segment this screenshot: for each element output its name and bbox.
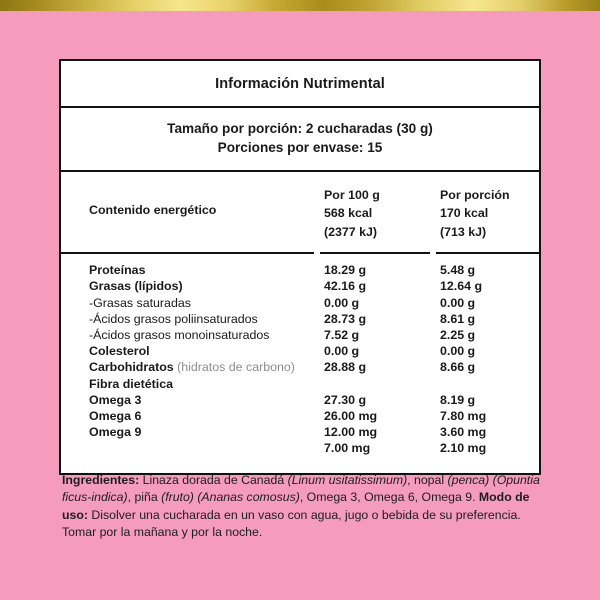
energy-label: Contenido energético <box>89 202 217 217</box>
nutrient-row-label: Colesterol <box>89 344 150 359</box>
ingredients-and-usage-text <box>62 472 540 542</box>
nutrient-row-label: Omega 3 <box>89 392 142 407</box>
nutrition-facts-panel <box>59 59 541 475</box>
page-title: Información Nutrimental <box>215 76 385 92</box>
serving-size-text: Tamaño por porción: 2 cucharadas (30 g) <box>167 121 433 136</box>
ingredient-scientific-name: (fruto) (Ananas comosus) <box>161 490 300 505</box>
nutrient-value-per-100g: 27.30 g <box>324 392 367 407</box>
ingredient-scientific-name: (penca) (Opuntia ficus-indica) <box>62 473 540 505</box>
nutrient-value-per-serving: 0.00 g <box>440 344 476 359</box>
nutrient-row-label: -Grasas saturadas <box>89 295 191 310</box>
energy-per-100g-column <box>320 186 436 243</box>
gold-gradient-bar <box>0 0 600 11</box>
nutrient-value-per-serving: 8.19 g <box>440 392 476 407</box>
nutrient-row-label: -Ácidos grasos monoinsaturados <box>89 327 270 342</box>
column-header-per-100g: Por 100 g <box>324 187 380 202</box>
nutrient-per-100g-column <box>320 262 436 456</box>
value-spacer <box>324 376 436 392</box>
column-header-per-serving: Por porción <box>440 187 510 202</box>
servings-per-container-text: Porciones por envase: 15 <box>217 140 383 156</box>
energy-kj-per-serving: (713 kJ) <box>440 225 487 240</box>
nutrient-value-per-100g: 0.00 g <box>324 295 360 310</box>
ingredient-scientific-name: (Linum usitatissimum) <box>287 473 408 487</box>
nutrient-row-label: Fibra dietética <box>89 376 174 391</box>
nutrient-value-per-serving: 7.80 mg <box>440 408 487 423</box>
nutrient-row-label: Omega 6 <box>89 408 142 423</box>
header-divider <box>61 252 539 254</box>
nutrient-value-per-100g: 7.00 mg <box>324 441 371 456</box>
nutrient-value-per-100g: 28.88 g <box>324 360 367 375</box>
nutrient-row-label: Carbohidratos (hidratos de carbono) <box>89 360 295 375</box>
nutrient-value-per-100g: 0.00 g <box>324 344 360 359</box>
nutrient-value-per-serving: 12.64 g <box>440 279 483 294</box>
ingredient-text: , Omega 3, Omega 6, Omega 9. <box>299 490 479 505</box>
energy-header-row <box>61 172 539 253</box>
nutrient-per-serving-column <box>436 262 539 456</box>
nutrient-value-per-100g: 28.73 g <box>324 311 367 326</box>
energy-kcal-per-serving: 170 kcal <box>440 206 489 221</box>
nutrient-row-label: -Ácidos grasos poliinsaturados <box>89 311 258 326</box>
nutrient-value-per-serving: 3.60 mg <box>440 425 487 440</box>
nutrient-row-label: Omega 9 <box>89 425 142 440</box>
nutrient-value-per-serving: 5.48 g <box>440 263 476 278</box>
nutrient-value-per-100g: 7.52 g <box>324 327 360 342</box>
usage-text: Disolver una cucharada en un vaso con agua, jugo o bebida de su preferencia. Tomar por la mañana y por la noche. <box>62 507 521 540</box>
panel-title-band <box>61 61 539 108</box>
nutrient-value-per-serving: 8.66 g <box>440 360 476 375</box>
nutrient-value-per-serving: 2.25 g <box>440 327 476 342</box>
nutrient-value-per-serving: 2.10 mg <box>440 441 487 456</box>
nutrient-row-label: Grasas (lípidos) <box>89 279 183 294</box>
value-spacer <box>440 376 539 392</box>
nutrients-table <box>61 254 539 472</box>
nutrient-value-per-100g: 12.00 mg <box>324 425 378 440</box>
energy-kcal-per-100g: 568 kcal <box>324 206 373 221</box>
nutrient-note: (hidratos de carbono) <box>173 360 295 375</box>
serving-info-band <box>61 108 539 172</box>
nutrient-value-per-100g: 42.16 g <box>324 279 367 294</box>
energy-per-serving-column <box>436 186 539 243</box>
nutrient-row-label: Proteínas <box>89 263 146 278</box>
nutrient-value-per-100g: 18.29 g <box>324 263 367 278</box>
nutrient-value-per-serving: 8.61 g <box>440 311 476 326</box>
ingredient-text: , nopal <box>407 473 448 487</box>
energy-kj-per-100g: (2377 kJ) <box>324 225 378 240</box>
usage-label: Modo de uso: <box>62 490 530 522</box>
ingredient-text: Linaza dorada de Canadá <box>139 473 288 487</box>
nutrient-value-per-100g: 26.00 mg <box>324 408 378 423</box>
ingredient-text: , piña <box>127 490 162 505</box>
nutrient-name-column <box>61 262 320 456</box>
ingredients-label: Ingredientes: <box>62 473 140 487</box>
nutrient-value-per-serving: 0.00 g <box>440 295 476 310</box>
